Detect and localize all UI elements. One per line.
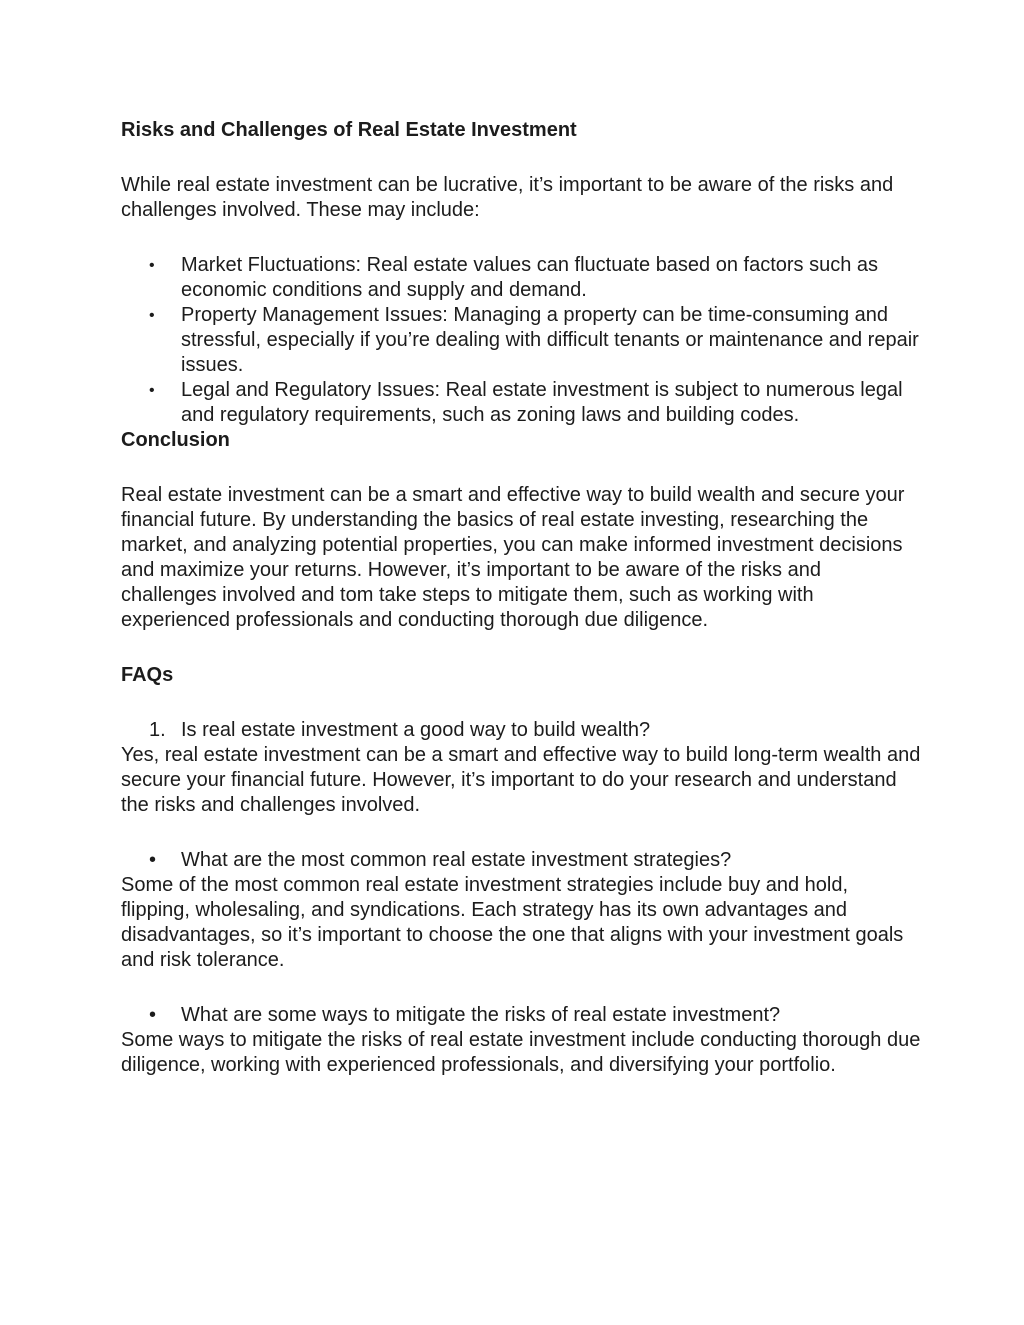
faq-question xyxy=(121,718,921,743)
faq-bullet: • xyxy=(149,1004,157,1026)
spacer xyxy=(121,143,921,173)
faq-answer: Some of the most common real estate investment strategies include buy and hold, flipping, wholesaling, and syndications. Each strategy has its own advantages and disadvantages, so it’s important to choose the one that aligns with your investment goals and risk tolerance. xyxy=(121,874,904,971)
spacer xyxy=(121,633,921,663)
faq-question-text: What are the most common real estate investment strategies? xyxy=(181,849,732,871)
faq-question xyxy=(121,848,921,873)
spacer xyxy=(121,453,921,483)
spacer xyxy=(121,818,921,848)
conclusion-heading: Conclusion xyxy=(121,429,230,451)
faq-answer: Yes, real estate investment can be a smart and effective way to build long-term wealth and secure your financial future. However, it’s important to do your research and understand the risks and challenges involved. xyxy=(121,744,921,816)
list-item: • Legal and Regulatory Issues: Real estate investment is subject to numerous legal and regulatory requirements, such as zoning laws and building codes. xyxy=(121,378,921,428)
faq-question-text: What are some ways to mitigate the risks of real estate investment? xyxy=(181,1004,781,1026)
faq-number: 1. xyxy=(149,719,166,741)
list-item: • Market Fluctuations: Real estate values can fluctuate based on factors such as economic conditions and supply and demand. xyxy=(121,253,921,303)
document-page xyxy=(121,118,921,1078)
faq-question-text: Is real estate investment a good way to build wealth? xyxy=(181,719,651,741)
risks-list xyxy=(121,253,921,428)
faq-bullet: • xyxy=(149,849,157,871)
list-item: • Property Management Issues: Managing a property can be time-consuming and stressful, especially if you’re dealing with difficult tenants or maintenance and repair issues. xyxy=(121,303,921,378)
risks-heading: Risks and Challenges of Real Estate Investment xyxy=(121,119,577,141)
spacer xyxy=(121,688,921,718)
spacer xyxy=(121,973,921,1003)
conclusion-body: Real estate investment can be a smart and effective way to build wealth and secure your financial future. By understanding the basics of real estate investing, researching the market, and analyzing potential properties, you can make informed investment decisions and maximize your returns. However, it’s important to be aware of the risks and challenges involved and tom take steps to mitigate them, such as working with experienced professionals and conducting thorough due diligence. xyxy=(121,484,905,631)
faq-answer: Some ways to mitigate the risks of real estate investment include conducting thorough due diligence, working with experienced professionals, and diversifying your portfolio. xyxy=(121,1029,921,1076)
spacer xyxy=(121,223,921,253)
faqs-heading: FAQs xyxy=(121,664,174,686)
faq-question xyxy=(121,1003,921,1028)
risks-intro: While real estate investment can be lucrative, it’s important to be aware of the risks and challenges involved. These may include: xyxy=(121,174,894,221)
